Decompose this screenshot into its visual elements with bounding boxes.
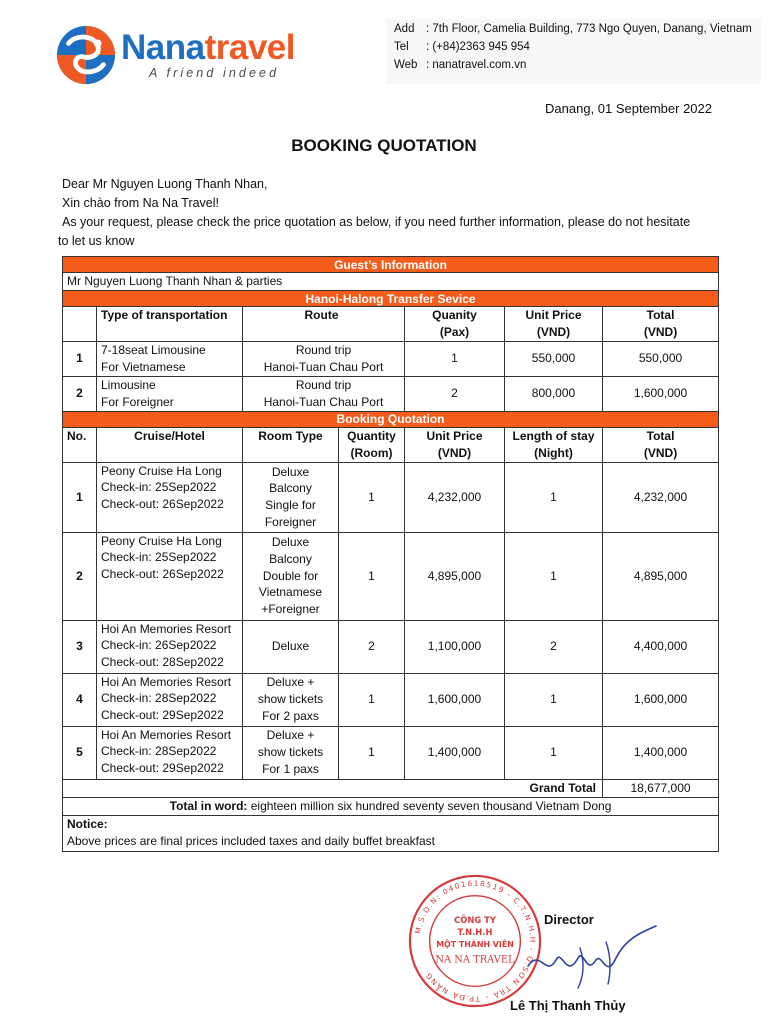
transfer-qty: 2: [405, 376, 505, 411]
transfer-total: 1,600,000: [603, 376, 719, 411]
stamp-line-4: NA NA TRAVEL: [435, 954, 515, 966]
booking-no: 1: [63, 462, 97, 532]
web-label: Web: [394, 59, 418, 71]
booking-header-unit: Unit Price (VND): [405, 427, 505, 462]
booking-total: 1,400,000: [603, 726, 719, 779]
page-title: BOOKING QUOTATION: [291, 136, 477, 155]
booking-hotel: Hoi An Memories Resort Check-in: 28Sep2022 Check-out: 29Sep2022: [97, 673, 243, 726]
booking-header-cruise: Cruise/Hotel: [97, 427, 243, 462]
booking-total: 1,600,000: [603, 673, 719, 726]
grand-total-row: [63, 779, 719, 797]
booking-header-stay: Length of stay (Night): [505, 427, 603, 462]
letter-line-2: Xin chào from Na Na Travel!: [62, 196, 220, 210]
transfer-total: 550,000: [603, 341, 719, 376]
transfer-header-route: Route: [243, 307, 405, 342]
booking-stay: 1: [505, 532, 603, 620]
signature-area: [400, 868, 730, 1018]
booking-qty: 1: [339, 726, 405, 779]
swirl-globe-icon: [55, 24, 117, 86]
booking-no: 4: [63, 673, 97, 726]
booking-row: [63, 726, 719, 779]
web-row: [394, 59, 526, 71]
booking-hotel: Hoi An Memories Resort Check-in: 26Sep2022 Check-out: 28Sep2022: [97, 620, 243, 673]
booking-unit: 4,232,000: [405, 462, 505, 532]
transfer-header-no: [63, 307, 97, 342]
booking-unit: 1,600,000: [405, 673, 505, 726]
web-value[interactable]: : nanatravel.com.vn: [426, 59, 527, 71]
quotation-table: [62, 256, 719, 852]
address-value: : 7th Floor, Camelia Building, 773 Ngo Quyen, Danang, Vietnam: [426, 23, 752, 35]
notice: [63, 815, 719, 851]
company-name: [121, 28, 295, 68]
total-in-word-value: eighteen million six hundred seventy seven thousand Vietnam Dong: [247, 798, 612, 813]
guest-info-banner: Guest’s Information: [63, 257, 719, 273]
booking-unit: 4,895,000: [405, 532, 505, 620]
document-date: Danang, 01 September 2022: [545, 101, 712, 116]
stamp-line-1: CÔNG TY: [454, 915, 496, 926]
booking-hotel: Peony Cruise Ha Long Check-in: 25Sep2022 Check-out: 26Sep2022: [97, 532, 243, 620]
booking-row: [63, 532, 719, 620]
notice-text: Above prices are final prices included taxes and daily buffet breakfast: [67, 834, 435, 849]
letter-line-3: As your request, please check the price quotation as below, if you need further information, please do not hesitate: [62, 215, 691, 229]
grand-total-value: 18,677,000: [603, 779, 719, 797]
transfer-type: Limousine For Foreigner: [97, 376, 243, 411]
transfer-header-total: Total (VND): [603, 307, 719, 342]
booking-header-row: [63, 427, 719, 462]
letter-line-4: to let us know: [58, 234, 135, 248]
booking-no: 2: [63, 532, 97, 620]
booking-stay: 1: [505, 726, 603, 779]
booking-qty: 1: [339, 673, 405, 726]
company-name-part2: travel: [204, 28, 295, 67]
booking-hotel: Hoi An Memories Resort Check-in: 28Sep2022 Check-out: 29Sep2022: [97, 726, 243, 779]
transfer-row: [63, 341, 719, 376]
transfer-unit: 550,000: [505, 341, 603, 376]
tel-value: : (+84)2363 945 954: [426, 41, 530, 53]
guest-name: Mr Nguyen Luong Thanh Nhan & parties: [63, 273, 719, 291]
booking-stay: 2: [505, 620, 603, 673]
notice-label: Notice:: [67, 817, 108, 832]
booking-stay: 1: [505, 462, 603, 532]
booking-unit: 1,400,000: [405, 726, 505, 779]
notice-row: [63, 815, 719, 851]
booking-qty: 2: [339, 620, 405, 673]
signer-role: Director: [544, 912, 594, 927]
booking-unit: 1,100,000: [405, 620, 505, 673]
stamp-ring-text: M.S.D.N: 0401618519 - C.T.N.H.H - Q.SƠN TRÀ - TP.ĐÀ NẴNG: [413, 878, 538, 1004]
transfer-header-qty: Quanity (Pax): [405, 307, 505, 342]
booking-row: [63, 462, 719, 532]
transfer-qty: 1: [405, 341, 505, 376]
address-row: [394, 23, 752, 35]
booking-qty: 1: [339, 462, 405, 532]
transfer-header-row: [63, 307, 719, 342]
signer-name: Lê Thị Thanh Thủy: [510, 998, 626, 1013]
tel-label: Tel: [394, 41, 409, 53]
total-in-word-row: [63, 797, 719, 815]
transfer-route: Round trip Hanoi-Tuan Chau Port: [243, 376, 405, 411]
stamp-line-2: T.N.H.H: [457, 927, 493, 938]
booking-total: 4,400,000: [603, 620, 719, 673]
booking-hotel: Peony Cruise Ha Long Check-in: 25Sep2022 Check-out: 26Sep2022: [97, 462, 243, 532]
booking-room: Deluxe: [243, 620, 339, 673]
contact-block: [386, 19, 761, 84]
booking-row: [63, 673, 719, 726]
transfer-type: 7-18seat Limousine For Vietnamese: [97, 341, 243, 376]
handwritten-signature: [520, 918, 660, 998]
company-logo: [55, 22, 340, 84]
booking-header-qty: Quantity (Room): [339, 427, 405, 462]
stamp-line-3: MỘT THÀNH VIÊN: [436, 939, 514, 949]
booking-no: 3: [63, 620, 97, 673]
transfer-route: Round trip Hanoi-Tuan Chau Port: [243, 341, 405, 376]
booking-header-no: No.: [63, 427, 97, 462]
booking-banner: Booking Quotation: [63, 411, 719, 427]
booking-room: Deluxe Balcony Single for Foreigner: [243, 462, 339, 532]
booking-room: Deluxe + show tickets For 2 paxs: [243, 673, 339, 726]
grand-total-label: Grand Total: [63, 779, 603, 797]
booking-room: Deluxe + show tickets For 1 paxs: [243, 726, 339, 779]
tel-row: [394, 41, 530, 53]
letter-greeting: Dear Mr Nguyen Luong Thanh Nhan,: [62, 177, 268, 191]
booking-total: 4,895,000: [603, 532, 719, 620]
booking-room: Deluxe Balcony Double for Vietnamese +Foreigner: [243, 532, 339, 620]
booking-total: 4,232,000: [603, 462, 719, 532]
booking-no: 5: [63, 726, 97, 779]
total-in-word: [63, 797, 719, 815]
booking-qty: 1: [339, 532, 405, 620]
booking-header-total: Total (VND): [603, 427, 719, 462]
address-label: Add: [394, 23, 415, 35]
transfer-no: 1: [63, 341, 97, 376]
company-tagline: A friend indeed: [149, 66, 280, 80]
total-in-word-label: Total in word:: [169, 798, 248, 813]
transfer-header-type: Type of transportation: [97, 307, 243, 342]
company-name-part1: Nana: [121, 28, 205, 67]
transfer-unit: 800,000: [505, 376, 603, 411]
booking-header-room: Room Type: [243, 427, 339, 462]
transfer-row: [63, 376, 719, 411]
transfer-banner: Hanoi-Halong Transfer Sevice: [63, 291, 719, 307]
transfer-header-unit: Unit Price (VND): [505, 307, 603, 342]
transfer-no: 2: [63, 376, 97, 411]
booking-row: [63, 620, 719, 673]
letter-body: [58, 175, 718, 251]
booking-stay: 1: [505, 673, 603, 726]
